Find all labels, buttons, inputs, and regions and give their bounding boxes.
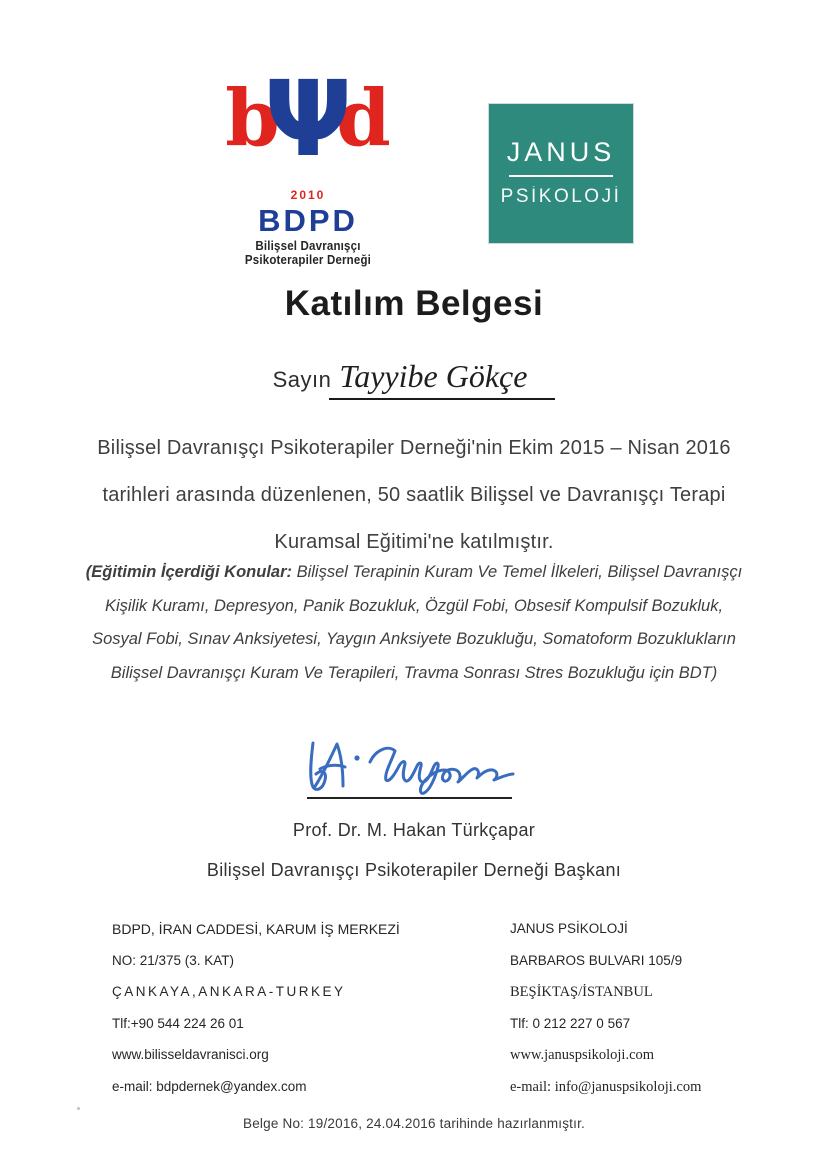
monogram-letter-d: d <box>336 73 391 164</box>
certificate-title: Katılım Belgesi <box>284 284 544 323</box>
bdpd-address-line: ÇANKAYA,ANKARA-TURKEY <box>112 984 346 999</box>
bdpd-founding-year: 2010 <box>290 188 326 202</box>
footer-janus-contact <box>510 921 770 1110</box>
janus-logo-subtitle: PSİKOLOJİ <box>500 186 622 207</box>
janus-website: www.januspsikoloji.com <box>510 1047 655 1063</box>
certificate-body-text: Bilişsel Davranışçı Psikoterapiler Derneği'nin Ekim 2015 – Nisan 2016 tarihleri arasında düzenlenen, 50 saatlik Bilişsel ve Davranışçı Terapi Kuramsal Eğitimi'ne katılmıştır. <box>97 437 731 553</box>
recipient-row <box>0 358 828 400</box>
bdpd-org-name-line2: Psikoterapiler Derneği <box>244 253 372 267</box>
bdpd-org-name-line1: Bilişsel Davranışçı <box>255 239 361 253</box>
signature-underline <box>307 797 512 799</box>
course-topics-text <box>78 556 750 690</box>
janus-logo-divider <box>509 175 613 177</box>
salutation-label: Sayın <box>272 367 332 392</box>
bdpd-psi-monogram-icon <box>225 58 391 196</box>
handwritten-signature <box>300 735 518 797</box>
document-number-footnote: Belge No: 19/2016, 24.04.2016 tarihinde hazırlanmıştır. <box>243 1116 585 1131</box>
psi-symbol-icon: Ψ <box>263 58 353 180</box>
topics-list-text: Bilişsel Terapinin Kuram Ve Temel İlkeleri, Bilişsel Davranışçı Kişilik Kuramı, Depresyon, Panik Bozukluk, Özgül Fobi, Obsesif Kompulsif Bozukluk, Sosyal Fobi, Sınav Anksiyetesi, Yaygın Anksiyete Bozukluğu, Somatoform Bozuklukların Bilişsel Davranışçı Kuram Ve Terapileri, Travma Sonrası Stres Bozukluğu için BDT) <box>92 563 743 682</box>
janus-psikoloji-logo <box>489 104 633 243</box>
signer-name: Prof. Dr. M. Hakan Türkçapar <box>292 820 536 840</box>
janus-logo-wordmark: JANUS <box>506 137 616 167</box>
janus-address-line: BEŞİKTAŞ/İSTANBUL <box>510 984 653 1000</box>
bdpd-logo <box>225 58 391 267</box>
bdpd-address-line: BDPD, İRAN CADDESİ, KARUM İŞ MERKEZİ <box>112 921 400 937</box>
topics-lead-label: (Eğitimin İçerdiği Konular: <box>85 563 292 581</box>
monogram-letter-b: b <box>225 73 280 164</box>
janus-address-line: BARBAROS BULVARI 105/9 <box>510 952 683 968</box>
scan-artifact-speck <box>77 1107 80 1110</box>
bdpd-email: e-mail: bdpdernek@yandex.com <box>112 1078 307 1094</box>
janus-phone: Tlf: 0 212 227 0 567 <box>510 1015 631 1031</box>
bdpd-phone: Tlf:+90 544 224 26 01 <box>112 1015 244 1031</box>
bdpd-address-line: NO: 21/375 (3. KAT) <box>112 952 235 968</box>
bdpd-website: www.bilisseldavranisci.org <box>112 1047 269 1062</box>
footer-bdpd-contact <box>112 921 442 1110</box>
janus-org-name: JANUS PSİKOLOJİ <box>510 921 628 936</box>
recipient-name: Tayyibe Gökçe <box>329 358 555 400</box>
signer-title: Bilişsel Davranışçı Psikoterapiler Derneği Başkanı <box>206 860 622 880</box>
bdpd-acronym: BDPD <box>258 203 358 238</box>
janus-email: e-mail: info@januspsikoloji.com <box>510 1078 702 1095</box>
